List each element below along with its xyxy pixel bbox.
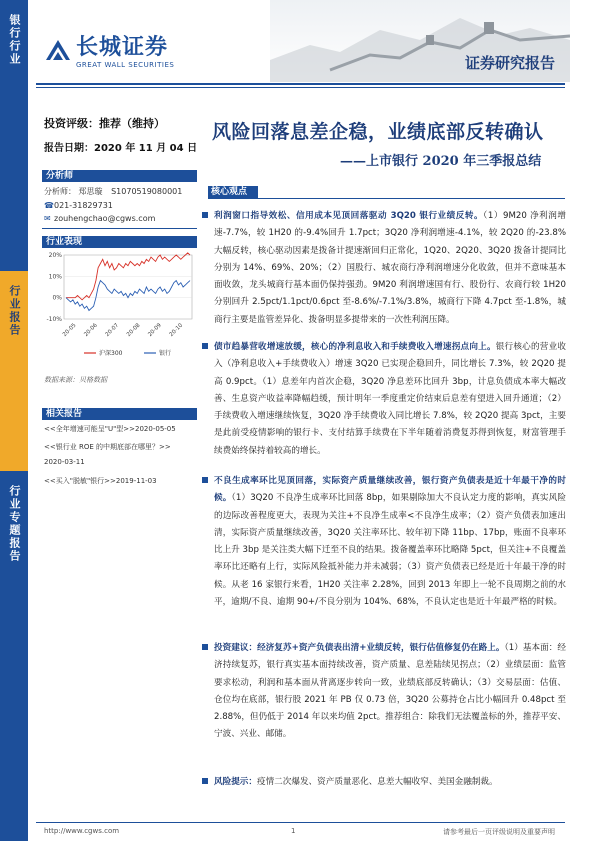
key-point-paragraph xyxy=(214,473,566,611)
bullet-square-icon xyxy=(202,644,208,650)
key-point-body: 银行核心的营业收入（净利息收入+手续费收入）增速 3Q20 已实现企稳回升，同比增长 7.3%，较 2Q20 提高 0.9pct。（1）息差年内首次企稳，3Q20 净息差环比回升 3bp，计息负债成本率大幅改善、生息资产收益率降幅趋缓，预计明年一季度重定价结束后息差有望进入回升通道；（2）手续费收入增速继续恢复，3Q20 净手续费收入同比增长 7.8%，较 2Q20 提高 3pct，主要是此前受疫情影响的银行卡、支付结算手续费在下半年随着消费复苏得到恢复，财富管理手续费始终保持着较高的增长。 xyxy=(214,342,566,456)
footer-divider xyxy=(36,822,565,823)
report-subtitle: ——上市银行 2020 年三季报总结 xyxy=(340,154,542,169)
report-type-label: 证券研究报告 xyxy=(464,54,555,72)
key-point-body: （1）基本面：经济持续复苏，银行真实基本面持续改善，资产质量、息差陆续见拐点；（2）业绩层面：监管要求松动，利润和基本面从背离逐步转向一致，业绩底部反转确认；（3）交易层面：估值、仓位均在底部，银行股 2021 年 PB 仅 0.73 倍，3Q20 公募持仓占比小幅回升 0.48pct 至 2.88%，但仍低于 2014 年以来均值 2pct。推荐组合：除我们无法覆盖标的外，推荐平安、宁波、兴业、邮储。 xyxy=(214,643,566,740)
related-report-item[interactable]: <<银行业 ROE 的中期底部在哪里？>> xyxy=(44,443,171,451)
phone-icon: ☎ xyxy=(44,201,54,210)
chart-x-tick-label: 20-06 xyxy=(83,322,99,339)
bullet-square-icon xyxy=(202,212,208,218)
chart-legend-label: 沪深300 xyxy=(99,350,123,357)
chart-plot-frame xyxy=(64,255,192,319)
related-report-date: 2020-03-11 xyxy=(44,458,85,466)
key-point-body: （1）9M20 净利润增速-7.7%，较 1H20 的-9.4%回升 1.7pct；3Q20 净利润增速-4.1%，较 2Q20 的-23.8%大幅反转，核心驱动因素是拨备计提速渐回归正常化，1Q20、2Q20、3Q20 拨备计提同比分别为 14%、69%、20%；（2）国股行、城农商行净利润增速分化收敛，但并不意味基本面收敛，龙头城商行基本面仍保持强劲。9M20 利润增速国有行、股份行、农商行较 1H20 分别回升 2.5pct/1.1pct/0.6pct 至-8.6%/-7.1%/3.8%，城商行下降 4.7pct 至-1.8%，城商行主要是监管差异化、拨备明显多提带来的一次性利润压降。 xyxy=(214,211,566,325)
chart-x-tick-label: 20-05 xyxy=(61,322,78,339)
key-point-body: 疫情二次爆发、资产质量恶化、息差大幅收窄、美国金融制裁。 xyxy=(256,777,498,787)
chart-x-tick-label: 20-10 xyxy=(168,322,185,339)
chart-y-tick-label: -10% xyxy=(46,316,62,323)
chart-y-tick-label: 20% xyxy=(48,252,62,259)
footer-disclaimer: 请参考最后一页评级说明及重要声明 xyxy=(443,828,555,836)
key-points-heading: 核心观点 xyxy=(208,186,565,199)
analyst-name: 郑思璇 xyxy=(78,187,103,196)
sidebar-industry-tag: 银行行业 xyxy=(0,0,28,271)
key-point-lead: 不良生成率环比见顶回落，实际资产质量继续改善，银行资产负债表是近十年最干净的时候。 xyxy=(214,476,566,504)
logo-name-en: GREAT WALL SECURITIES xyxy=(76,61,175,69)
key-point-lead: 利润窗口指导效松、信用成本见顶回落驱动 3Q20 银行业绩反转。 xyxy=(214,211,484,221)
logo-name-cn: 长城证券 xyxy=(76,34,169,60)
related-report-item[interactable]: <<全年增速可能呈"U"型>>2020-05-05 xyxy=(44,425,176,433)
email-icon: ✉ xyxy=(44,214,51,223)
chart-y-tick-label: 10% xyxy=(48,273,62,281)
report-date: 报告日期：2020 年 11 月 04 日 xyxy=(44,143,198,154)
chart-x-tick-label: 20-08 xyxy=(125,322,142,339)
performance-section-heading: 行业表现 xyxy=(42,236,197,248)
company-logo xyxy=(44,30,174,69)
bullet-square-icon xyxy=(202,778,208,784)
key-point-lead: 风险提示： xyxy=(214,777,257,787)
page-number: 1 xyxy=(291,827,296,835)
investment-rating: 投资评级：推荐（维持） xyxy=(44,117,165,130)
key-point-paragraph xyxy=(214,640,566,744)
sidebar-report-type-tag: 行业专题报告 xyxy=(0,471,28,841)
key-point-lead: 投资建议：经济复苏+资产负债表出清+业绩反转，银行估值修复仍在路上。 xyxy=(214,643,505,653)
chart-x-tick-label: 20-07 xyxy=(104,322,121,339)
analyst-section-heading: 分析师 xyxy=(42,170,197,182)
analyst-phone-row: ☎021-31829731 xyxy=(44,201,113,210)
bullet-square-icon xyxy=(202,343,208,349)
key-point-paragraph xyxy=(214,208,566,329)
key-point-lead: 债市趋暴营收增速放缓，核心的净利息收入和手续费收入增速拐点向上。 xyxy=(214,342,496,352)
logo-mark-icon xyxy=(44,36,72,64)
analyst-section-divider xyxy=(42,228,197,229)
sidebar-report-tag: 行业报告 xyxy=(0,271,28,471)
report-title: 风险回落息差企稳，业绩底部反转确认 xyxy=(212,121,544,143)
header-divider xyxy=(36,83,565,85)
related-report-item[interactable]: <<买入"脱敏"银行>>2019-11-03 xyxy=(44,477,157,485)
header-divider-thin xyxy=(36,87,565,88)
chart-series-line xyxy=(66,281,190,311)
analyst-email-row[interactable]: ✉ zouhengchao@cgws.com xyxy=(44,214,156,223)
chart-legend-label: 银行 xyxy=(159,350,172,357)
key-point-body: （1）3Q20 不良净生成率环比回落 8bp，如果剔除加大不良认定力度的影响，真实风险的边际改善程度更大，表现为关注+不良净生成率<不良净生成率；（2）资产负债表加速出清，实际资产质量继续改善，3Q20 关注率环比、较年初下降 11bp、17bp，账面不良率环比上升 3bp 是关注类大幅下迁至不良的结果。拨备覆盖率环比略降 5pct，但关注+不良覆盖率环比还略有上行，实际风险抵补能力并未减弱；（3）资产负债表已经是近十年最干净的时候。从老 16 家银行来看，1H20 关注率 2.28%，回到 2013 年即上一轮不良周期之前的水平，逾期/不良、逾期 90+/不良分别为 104%、68%，不良认定也是近十年最严格的时候。 xyxy=(214,493,566,608)
chart-data-source: 数据来源：贝格数据 xyxy=(44,376,107,384)
industry-performance-chart xyxy=(42,247,197,362)
key-point-paragraph xyxy=(214,339,566,460)
related-reports-heading: 相关报告 xyxy=(42,408,197,420)
chart-x-tick-label: 20-09 xyxy=(147,322,163,339)
analyst-cert: S1070519080001 xyxy=(111,187,183,196)
key-point-paragraph xyxy=(214,774,566,791)
analyst-name-row: 分析师： 郑思璇 S1070519080001 xyxy=(44,187,183,196)
footer-website-link[interactable]: http://www.cgws.com xyxy=(44,827,120,835)
bullet-square-icon xyxy=(202,477,208,483)
chart-y-tick-label: 0% xyxy=(52,294,62,302)
